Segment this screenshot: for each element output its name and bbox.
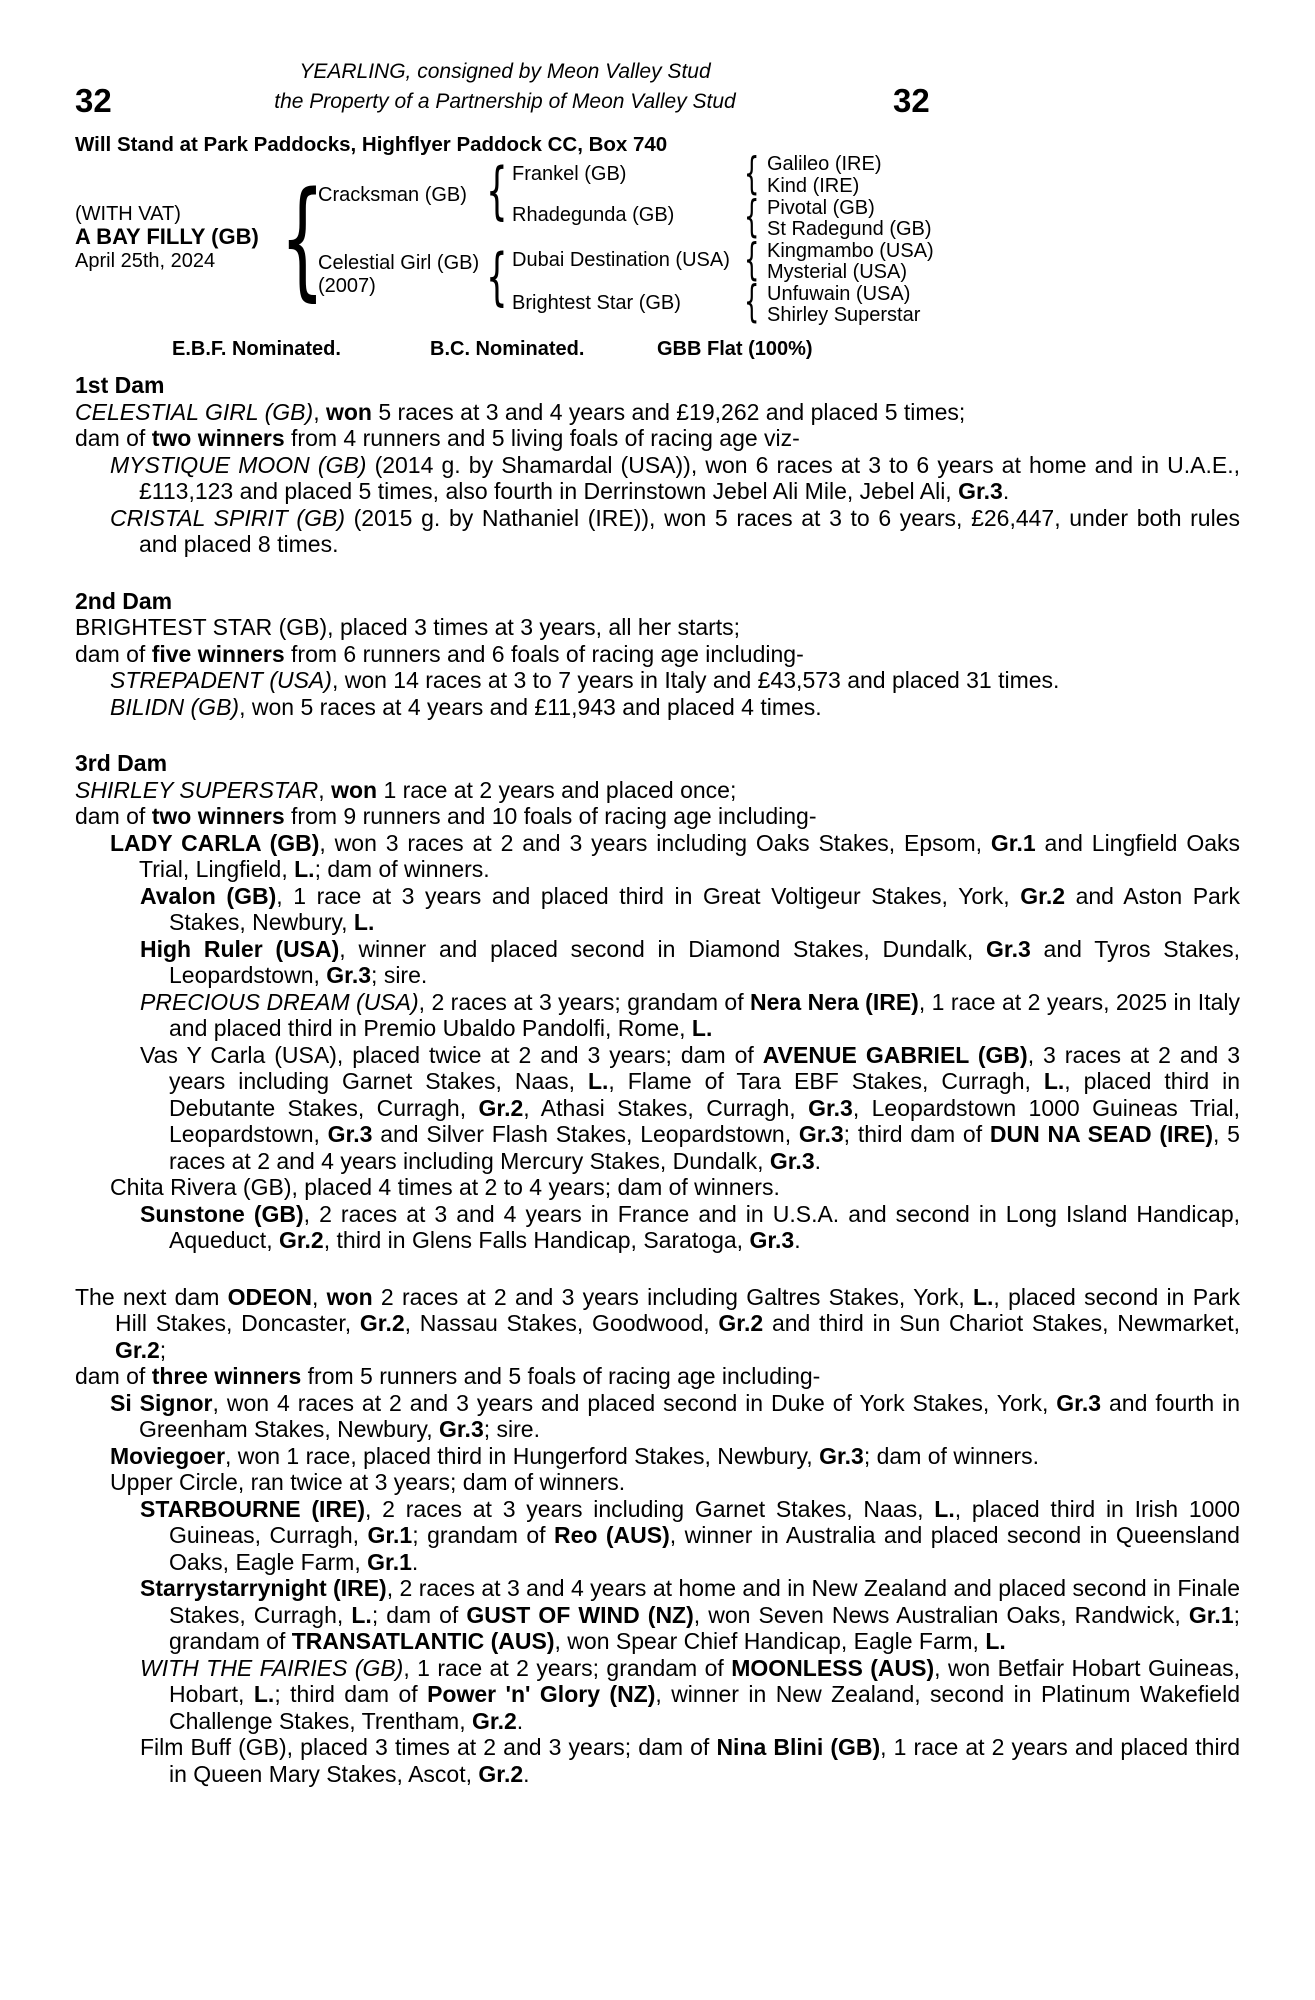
text-segment: and Aston Park Stakes, Newbury, [169, 882, 1240, 935]
text-segment: Gr.3 [326, 962, 372, 988]
text-segment: two winners [151, 425, 285, 451]
text-segment: STARBOURNE (IRE) [140, 1495, 366, 1522]
text-segment: L. [691, 1015, 713, 1041]
text-segment: Gr.2 [359, 1310, 405, 1336]
text-segment: ; dam of [371, 1601, 467, 1628]
text-segment: . [794, 1227, 801, 1253]
text-segment: MOONLESS (AUS) [731, 1654, 935, 1681]
dam-section [75, 372, 1240, 558]
text-segment: Gr.2 [1020, 882, 1066, 909]
text-segment: Reo (AUS) [553, 1522, 670, 1548]
pedigree-paragraph [75, 803, 1240, 830]
text-segment: DUN NA SEAD (IRE) [989, 1121, 1213, 1147]
text-segment: . [1002, 478, 1010, 504]
text-segment: , won 14 races at 3 to 7 years in Italy and £43,573 and placed 31 times. [331, 667, 1060, 693]
text-segment: Gr.3 [986, 935, 1031, 962]
pedigree-paragraph [75, 1174, 1240, 1201]
ebf-nomination: E.B.F. Nominated. [172, 338, 341, 360]
text-segment: Power 'n' Glory (NZ) [427, 1681, 656, 1707]
text-segment: from 6 runners and 6 foals of racing age including- [284, 640, 804, 667]
property-line: the Property of a Partnership of Meon Valley Stud [274, 90, 736, 113]
pedigree-paragraph [75, 936, 1240, 989]
animal-name: A BAY FILLY (GB) [75, 224, 259, 249]
dam-year: (2007) [318, 275, 376, 297]
gen3-name: Pivotal (GB) [767, 197, 875, 219]
section-heading: 3rd Dam [75, 750, 168, 776]
text-segment: and fourth in Greenham Stakes, Newbury, [139, 1389, 1240, 1442]
text-segment: MYSTIQUE MOON (GB) [110, 451, 367, 478]
text-segment: Si Signor [110, 1389, 213, 1416]
text-segment: L. [1043, 1068, 1065, 1094]
gen3-name: Galileo (IRE) [767, 153, 882, 175]
text-segment: , [313, 398, 326, 425]
text-segment: BILIDN (GB) [110, 693, 240, 720]
text-segment: L. [587, 1068, 609, 1094]
gbb-nomination: GBB Flat (100%) [657, 338, 813, 360]
pedigree-paragraph [75, 1042, 1240, 1175]
text-segment: Gr.3 [769, 1147, 815, 1174]
pedigree-paragraph [75, 694, 1240, 721]
pedigree-paragraph [75, 641, 1240, 668]
text-segment: PRECIOUS DREAM (USA) [140, 988, 419, 1015]
text-segment: Vas Y Carla (USA), placed twice at 2 and 3 years; dam of [140, 1041, 763, 1068]
text-segment: Gr.3 [327, 1121, 373, 1147]
text-segment: , 2 races at 3 years; grandam of [418, 988, 751, 1015]
text-segment: , Athasi Stakes, Curragh, [523, 1094, 809, 1121]
text-segment: dam of [75, 803, 152, 829]
pedigree-paragraph [75, 399, 1240, 426]
pedigree-paragraph [75, 883, 1240, 936]
stand-location-line: Will Stand at Park Paddocks, Highflyer Paddock CC, Box 740 [75, 133, 668, 156]
text-segment: Upper Circle, ran twice at 3 years; dam of winners. [110, 1469, 626, 1495]
pedigree-text [75, 372, 1240, 1787]
pedigree-paragraph [75, 614, 1240, 641]
text-segment: , won 1 race, placed third in Hungerford Stakes, Newbury, [225, 1442, 820, 1469]
pedigree-paragraph [75, 1469, 1240, 1496]
text-segment: L. [351, 1601, 372, 1628]
pedigree-paragraph [75, 1201, 1240, 1254]
text-segment: L. [294, 856, 315, 882]
gen3-name: Kingmambo (USA) [767, 240, 934, 262]
text-segment: Gr.3 [749, 1227, 795, 1253]
pedigree-brace-dam [486, 246, 508, 308]
lot-number-left: 32 [75, 82, 112, 119]
text-segment: GUST OF WIND (NZ) [466, 1601, 694, 1628]
text-segment: from 4 runners and 5 living foals of racing age viz- [284, 425, 800, 451]
text-segment: ODEON [227, 1283, 312, 1310]
text-segment: , 1 race at 2 years, 2025 in Italy and placed third in Premio Ubaldo Pandolfi, Rome, [169, 988, 1240, 1041]
text-segment: . [814, 1147, 822, 1174]
text-segment: , won Spear Chief Handicap, Eagle Farm, [554, 1628, 986, 1654]
section-heading: 2nd Dam [75, 587, 173, 614]
pedigree-brace-gen3-1 [744, 152, 759, 196]
text-segment: , 2 races at 3 and 4 years at home and in New Zealand and placed second in Finale Stakes, Curragh, [169, 1575, 1240, 1628]
dam-section [75, 750, 1240, 1254]
pedigree-paragraph [75, 452, 1240, 505]
dam-section [75, 588, 1240, 721]
text-segment: , won 4 races at 2 and 3 years and placed second in Duke of York Stakes, York, [212, 1389, 1057, 1416]
text-segment: ; third dam of [843, 1121, 990, 1147]
text-segment: (2015 g. by Nathaniel (IRE)), won 5 races at 3 to 6 years, £26,447, under both rules and placed 8 times. [139, 504, 1240, 557]
text-segment: Avalon (GB) [140, 882, 277, 909]
text-segment: Gr.3 [958, 478, 1003, 504]
text-segment: and Lingfield Oaks Trial, Lingfield, [139, 829, 1241, 882]
text-segment: won [325, 398, 372, 425]
text-segment: Gr.2 [115, 1336, 160, 1363]
text-segment: Sunstone (GB) [140, 1200, 304, 1227]
text-segment: Gr.1 [1188, 1601, 1234, 1628]
text-segment: , Nassau Stakes, Goodwood, [404, 1310, 719, 1336]
text-segment: L. [972, 1283, 994, 1310]
pedigree-brace-sire [486, 160, 508, 222]
text-segment: from 9 runners and 10 foals of racing age including- [284, 803, 817, 829]
text-segment: Gr.2 [478, 1094, 524, 1121]
text-segment: five winners [151, 640, 285, 667]
text-segment: won [326, 1283, 373, 1310]
text-segment: and Tyros Stakes, Leopardstown, [169, 935, 1240, 988]
text-segment: TRANSATLANTIC (AUS) [291, 1628, 555, 1654]
text-segment: , [311, 1283, 327, 1310]
text-segment: ; sire. [483, 1416, 540, 1442]
text-segment: Gr.2 [718, 1310, 764, 1336]
pedigree-paragraph [75, 1496, 1240, 1576]
foaling-date: April 25th, 2024 [75, 250, 216, 272]
text-segment: , 2 races at 3 years including Garnet Stakes, Naas, [365, 1495, 935, 1522]
text-segment: and Silver Flash Stakes, Leopardstown, [372, 1121, 799, 1147]
text-segment: , 1 race at 2 years; grandam of [403, 1654, 732, 1681]
text-segment: Gr.2 [278, 1227, 324, 1253]
text-segment: three winners [151, 1363, 302, 1389]
text-segment: CRISTAL SPIRIT (GB) [110, 504, 345, 531]
pedigree-paragraph [75, 1575, 1240, 1655]
text-segment: Gr.3 [808, 1094, 853, 1121]
text-segment: , won 5 races at 4 years and £11,943 and placed 4 times. [239, 693, 822, 720]
gen3-name: St Radegund (GB) [767, 218, 932, 240]
text-segment: ; grandam of [412, 1522, 554, 1548]
consignor-line: YEARLING, consigned by Meon Valley Stud [299, 60, 711, 83]
text-segment: , 2 races at 3 and 4 years in France and in U.S.A. and second in Long Island Handicap, Aqueduct, [169, 1200, 1240, 1253]
text-segment: ; grandam of [169, 1601, 1241, 1654]
sire-dam: Rhadegunda (GB) [512, 204, 675, 226]
lot-number-right: 32 [893, 82, 930, 119]
pedigree-paragraph [75, 1363, 1240, 1390]
text-segment: dam of [75, 640, 152, 667]
pedigree-paragraph [75, 425, 1240, 452]
text-segment: Gr.3 [438, 1416, 484, 1442]
pedigree-paragraph [75, 1443, 1240, 1470]
text-segment: L. [985, 1628, 1006, 1654]
pedigree-paragraph [75, 989, 1240, 1042]
text-segment: AVENUE GABRIEL (GB) [762, 1041, 1028, 1068]
sire-name: Cracksman (GB) [318, 184, 467, 206]
text-segment: and third in Sun Chariot Stakes, Newmarket, [763, 1310, 1241, 1336]
dam-name: Celestial Girl (GB) [318, 252, 480, 274]
text-segment: Gr.2 [472, 1707, 517, 1734]
pedigree-paragraph [75, 830, 1240, 883]
text-segment: Starrystarrynight (IRE) [140, 1575, 387, 1601]
text-segment: Chita Rivera (GB), placed 4 times at 2 to 4 years; dam of winners. [110, 1174, 780, 1200]
text-segment: STREPADENT (USA) [110, 667, 332, 693]
bc-nomination: B.C. Nominated. [430, 338, 585, 360]
text-segment: , 5 races at 2 and 4 years including Mercury Stakes, Dundalk, [169, 1121, 1240, 1174]
text-segment: . [411, 1548, 419, 1575]
text-segment: LADY CARLA (GB) [110, 829, 320, 856]
text-segment: Gr.3 [1056, 1389, 1102, 1416]
vat-note: (WITH VAT) [75, 203, 181, 225]
text-segment: ; dam of winners. [863, 1442, 1039, 1469]
text-segment: , placed third in Irish 1000 Guineas, Curragh, [169, 1495, 1240, 1548]
text-segment: , Leopardstown 1000 Guineas Trial, Leopardstown, [169, 1094, 1240, 1147]
pedigree-paragraph [75, 1390, 1240, 1443]
text-segment: Gr.3 [798, 1121, 844, 1147]
text-segment: , 1 race at 3 years and placed third in Great Voltigeur Stakes, York, [276, 882, 1021, 909]
text-segment: Gr.2 [478, 1760, 524, 1787]
gen3-name: Unfuwain (USA) [767, 283, 911, 305]
text-segment: , won Seven News Australian Oaks, Randwick, [693, 1601, 1189, 1628]
pedigree-paragraph [75, 505, 1240, 558]
text-segment: , [318, 776, 332, 803]
pedigree-brace-gen3-2 [744, 195, 759, 239]
text-segment: (2014 g. by Shamardal (USA)), won 6 races at 3 to 6 years at home and in U.A.E., £113,123 and placed 5 times, also fourth in Derrinstown Jebel Ali Mile, Jebel Ali, [139, 451, 1240, 504]
dam-dam: Brightest Star (GB) [512, 292, 681, 314]
text-segment: , winner and placed second in Diamond Stakes, Dundalk, [339, 935, 987, 962]
text-segment: dam of [75, 425, 152, 451]
gen3-name: Shirley Superstar [767, 304, 921, 326]
pedigree-paragraph [75, 1284, 1240, 1364]
text-segment: The next dam [75, 1283, 228, 1310]
text-segment: , Flame of Tara EBF Stakes, Curragh, [608, 1068, 1044, 1094]
text-segment: 5 races at 3 and 4 years and £19,262 and placed 5 times; [371, 398, 966, 425]
text-segment: 1 race at 2 years and placed once; [377, 776, 737, 803]
text-segment: , placed second in Park Hill Stakes, Doncaster, [115, 1283, 1240, 1336]
text-segment: ; sire. [371, 962, 428, 988]
pedigree-paragraph [75, 667, 1240, 694]
text-segment: , 1 race at 2 years and placed third in Queen Mary Stakes, Ascot, [169, 1734, 1241, 1787]
text-segment: 2 races at 2 and 3 years including Galtres Stakes, York, [372, 1283, 973, 1310]
text-segment: , winner in New Zealand, second in Platinum Wakefield Challenge Stakes, Trentham, [169, 1681, 1240, 1734]
text-segment: , won Betfair Hobart Guineas, Hobart, [169, 1654, 1241, 1707]
text-segment: SHIRLEY SUPERSTAR [75, 776, 319, 803]
text-segment: Gr.1 [990, 829, 1036, 856]
text-segment: L. [353, 909, 375, 935]
dam-sire: Dubai Destination (USA) [512, 249, 730, 271]
text-segment: , 3 races at 2 and 3 years including Garnet Stakes, Naas, [169, 1041, 1241, 1094]
text-segment: , winner in Australia and placed second in Queensland Oaks, Eagle Farm, [169, 1522, 1240, 1575]
pedigree-paragraph [75, 1655, 1240, 1735]
text-segment: ; [159, 1336, 167, 1363]
sire-sire: Frankel (GB) [512, 163, 627, 185]
text-segment: , placed third in Debutante Stakes, Curragh, [169, 1068, 1240, 1121]
text-segment: two winners [151, 803, 285, 829]
text-segment: , won 3 races at 2 and 3 years including Oaks Stakes, Epsom, [319, 829, 991, 856]
text-segment: Nina Blini (GB) [716, 1734, 881, 1760]
text-segment: won [331, 776, 378, 803]
text-segment: ; dam of winners. [314, 856, 490, 882]
pedigree-paragraph [75, 1734, 1240, 1787]
text-segment: WITH THE FAIRIES (GB) [140, 1654, 404, 1681]
section-heading: 1st Dam [75, 372, 165, 398]
text-segment: CELESTIAL GIRL (GB) [75, 398, 314, 425]
text-segment: L. [253, 1681, 275, 1707]
text-segment: Gr.3 [819, 1442, 864, 1469]
dam-section [75, 1284, 1240, 1788]
text-segment: . [523, 1760, 530, 1787]
text-segment: BRIGHTEST STAR (GB), placed 3 times at 3 years, all her starts; [75, 614, 741, 640]
text-segment: from 5 runners and 5 foals of racing age including- [301, 1363, 821, 1389]
gen3-name: Mysterial (USA) [767, 261, 908, 283]
gen3-name: Kind (IRE) [767, 175, 860, 197]
text-segment: Gr.1 [367, 1522, 413, 1548]
text-segment: ; third dam of [274, 1681, 428, 1707]
text-segment: , third in Glens Falls Handicap, Saratoga, [323, 1227, 750, 1253]
text-segment: High Ruler (USA) [140, 935, 340, 962]
pedigree-brace-gen3-4 [744, 280, 759, 324]
text-segment: Gr.1 [367, 1548, 412, 1575]
text-segment: Moviegoer [110, 1442, 226, 1469]
text-segment: Nera Nera (IRE) [750, 988, 919, 1015]
text-segment: Film Buff (GB), placed 3 times at 2 and 3 years; dam of [140, 1734, 717, 1760]
text-segment: L. [934, 1495, 955, 1522]
text-segment: dam of [75, 1363, 152, 1389]
pedigree-paragraph [75, 777, 1240, 804]
text-segment: . [516, 1707, 524, 1734]
